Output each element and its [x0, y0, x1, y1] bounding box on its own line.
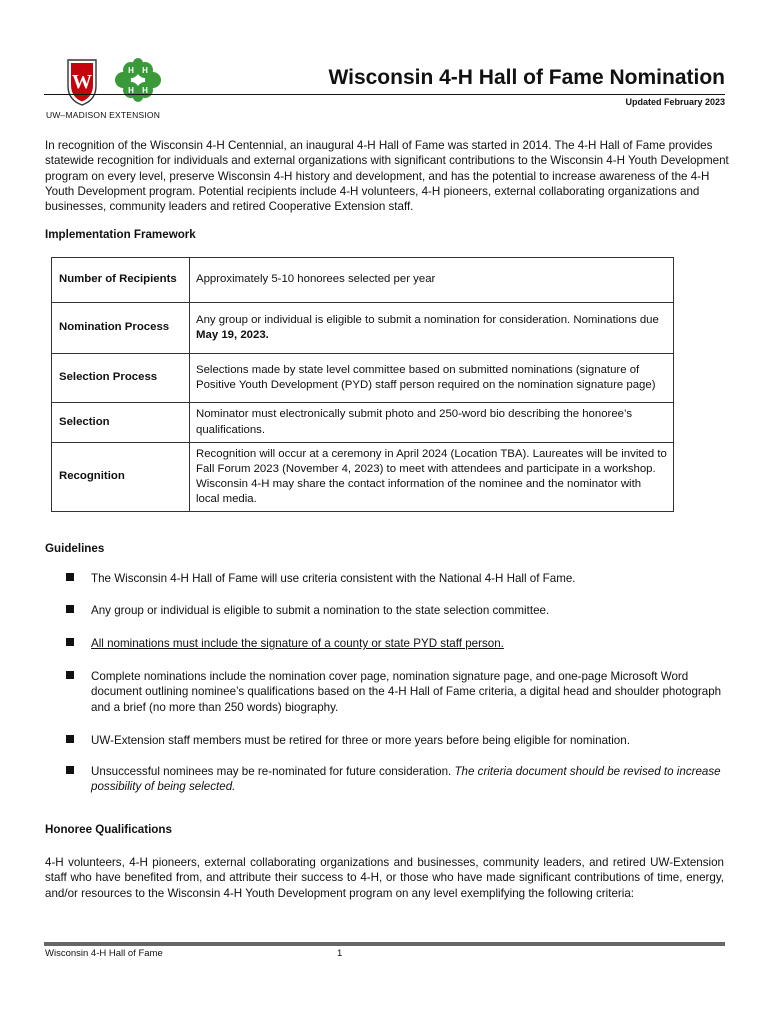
svg-text:H: H: [142, 66, 148, 75]
list-item: [66, 603, 726, 618]
list-item-text: The Wisconsin 4-H Hall of Fame will use criteria consistent with the National 4-H Hall of Fame.: [91, 572, 576, 585]
framework-table: [51, 257, 674, 512]
4h-clover-logo: [112, 58, 164, 106]
table-row: [52, 403, 674, 443]
framework-heading: Implementation Framework: [45, 228, 196, 241]
svg-text:H: H: [128, 86, 134, 95]
footer-divider: [44, 942, 725, 946]
uw-extension-logo-text: UW–MADISON EXTENSION: [46, 110, 161, 120]
row-value: [190, 303, 674, 354]
row-label: Selection Process: [52, 354, 190, 403]
page-number: 1: [337, 948, 343, 959]
list-item: [66, 571, 726, 586]
square-bullet-icon: [66, 766, 74, 774]
row-label: Recognition: [52, 443, 190, 512]
list-item-text: UW-Extension staff members must be retired for three or more years before being eligible for nomination.: [91, 734, 630, 747]
square-bullet-icon: [66, 735, 74, 743]
svg-text:H: H: [128, 66, 134, 75]
nomination-due-date: May 19, 2023.: [196, 329, 269, 341]
svg-text:W: W: [72, 71, 92, 93]
table-row: [52, 354, 674, 403]
row-label: Nomination Process: [52, 303, 190, 354]
list-item: [66, 636, 726, 651]
square-bullet-icon: [66, 573, 74, 581]
row-value: Nominator must electronically submit photo and 250-word bio describing the honoree’s qualifications.: [190, 403, 674, 443]
table-row: [52, 303, 674, 354]
list-item-text: [91, 764, 726, 795]
row-value: Approximately 5-10 honorees selected per year: [190, 258, 674, 303]
guidelines-heading: Guidelines: [45, 542, 105, 555]
row-value: Selections made by state level committee based on submitted nominations (signature of Positive Youth Development (PYD) staff person required on the nomination signature page): [190, 354, 674, 403]
list-item-italic-note: The criteria document should be revised to increase possibility of being selected.: [91, 765, 721, 794]
row-value-text: Any group or individual is eligible to submit a nomination for consideration. Nominations due: [196, 313, 659, 326]
row-value: Recognition will occur at a ceremony in April 2024 (Location TBA). Laureates will be invited to Fall Forum 2023 (November 4, 2023) to meet with attendees and participate in a workshop. Wisconsin 4-H may share the contact information of the nominee and the nominator with local media.: [190, 443, 674, 512]
square-bullet-icon: [66, 671, 74, 679]
intro-paragraph: In recognition of the Wisconsin 4-H Centennial, an inaugural 4-H Hall of Fame was started in 2014. The 4-H Hall of Fame provides statewide recognition for individuals and external organizations with significant contributions to the Wisconsin 4-H Youth Development program on every level, preserve Wisconsin 4-H history and development, and has the potential to increase awareness of the 4-H Youth Development program. Potential recipients include 4-H volunteers, 4-H pioneers, external collaborating organizations and businesses, community leaders and retired Cooperative Extension staff.: [45, 139, 729, 214]
list-item: [66, 733, 726, 748]
title-divider: [44, 94, 725, 95]
uw-crest-logo: [65, 56, 99, 106]
footer-title: Wisconsin 4-H Hall of Fame: [45, 948, 163, 959]
table-row: [52, 258, 674, 303]
row-label: Selection: [52, 403, 190, 443]
list-item-text: Any group or individual is eligible to submit a nomination to the state selection committee.: [91, 604, 550, 617]
list-item-text: All nominations must include the signature of a county or state PYD staff person.: [91, 637, 504, 650]
updated-date: Updated February 2023: [625, 97, 725, 107]
square-bullet-icon: [66, 605, 74, 613]
honoree-heading: Honoree Qualifications: [45, 823, 172, 836]
list-item-text: Complete nominations include the nomination cover page, nomination signature page, and one-page Microsoft Word document outlining nominee’s qualifications based on the 4-H Hall of Fame criteria, a digital head and shoulder photograph and a brief (no more than 250 words) biography.: [91, 670, 722, 714]
row-label: Number of Recipients: [52, 258, 190, 303]
list-item: [66, 669, 726, 715]
svg-text:H: H: [142, 86, 148, 95]
list-item: [66, 764, 726, 795]
list-item-plain: Unsuccessful nominees may be re-nominated for future consideration.: [91, 765, 455, 778]
honoree-paragraph: 4-H volunteers, 4-H pioneers, external collaborating organizations and businesses, community leaders, and retired UW-Extension staff who have benefited from, and attribute their success to 4-H, or those who have made significant contributions of time, energy, and/or resources to the Wisconsin 4-H Youth Development program on any level exemplifying the following criteria:: [45, 856, 724, 900]
page-title: Wisconsin 4-H Hall of Fame Nomination: [328, 66, 725, 89]
table-row: [52, 443, 674, 512]
square-bullet-icon: [66, 638, 74, 646]
